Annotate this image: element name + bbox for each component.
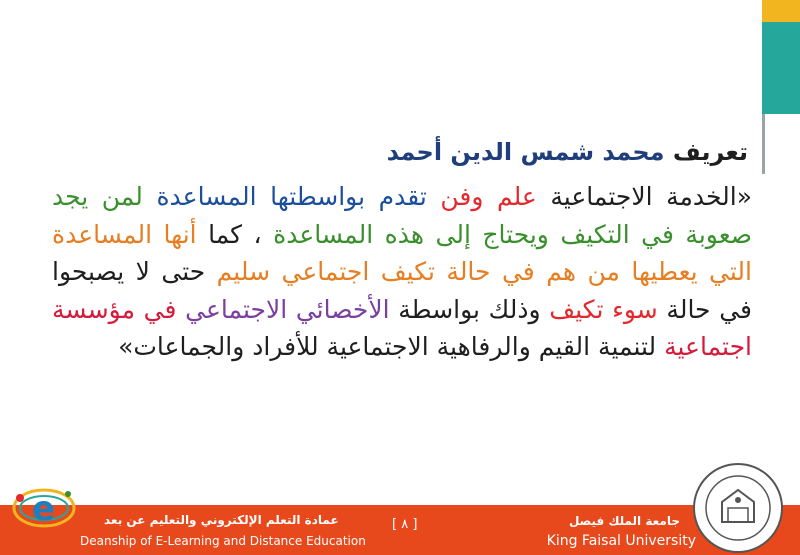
text-segment: سوء تكيف xyxy=(549,294,658,324)
svg-text:e: e xyxy=(32,489,56,529)
text-segment: حتى لا يصبحوا في حالة xyxy=(52,257,752,324)
definition-paragraph xyxy=(52,178,752,366)
university-seal-icon xyxy=(692,462,784,554)
accent-bar-gray xyxy=(762,114,765,174)
text-segment: تقدم بواسطتها المساعدة xyxy=(142,182,427,211)
page-number: [ ٨ ] xyxy=(392,517,418,532)
title-name: محمد شمس الدين أحمد xyxy=(386,138,665,166)
text-segment: لمن يجد صعوبة في التكيف ويحتاج إلى هذه المساعدة xyxy=(52,182,752,249)
university-name-arabic: جامعة الملك فيصل xyxy=(568,514,680,528)
text-segment: لتنمية القيم والرفاهية الاجتماعية للأفراد والجماعات» xyxy=(118,332,657,361)
university-name-english: King Faisal University xyxy=(546,533,696,549)
text-segment: ، كما xyxy=(196,219,262,249)
accent-bar-teal xyxy=(762,22,800,114)
accent-bar-yellow xyxy=(762,0,800,22)
text-segment: في مؤسسة اجتماعية xyxy=(52,294,752,361)
text-segment: أنها المساعدة التي يعطيها من هم في حالة تكيف اجتماعي سليم xyxy=(52,219,752,286)
deanship-logo-icon xyxy=(6,478,82,536)
title-prefix: تعريف xyxy=(672,138,748,166)
slide-title xyxy=(387,138,748,166)
text-segment: علم وفن xyxy=(440,182,537,211)
deanship-name-english: Deanship of E-Learning and Distance Education xyxy=(80,534,366,548)
text-segment: وذلك بواسطة xyxy=(389,294,541,324)
deanship-name-arabic: عمادة التعلم الإلكتروني والتعليم عن بعد xyxy=(104,513,339,527)
text-segment: «الخدمة الاجتماعية xyxy=(536,182,752,211)
text-segment: الأخصائي الاجتماعي xyxy=(185,294,390,324)
